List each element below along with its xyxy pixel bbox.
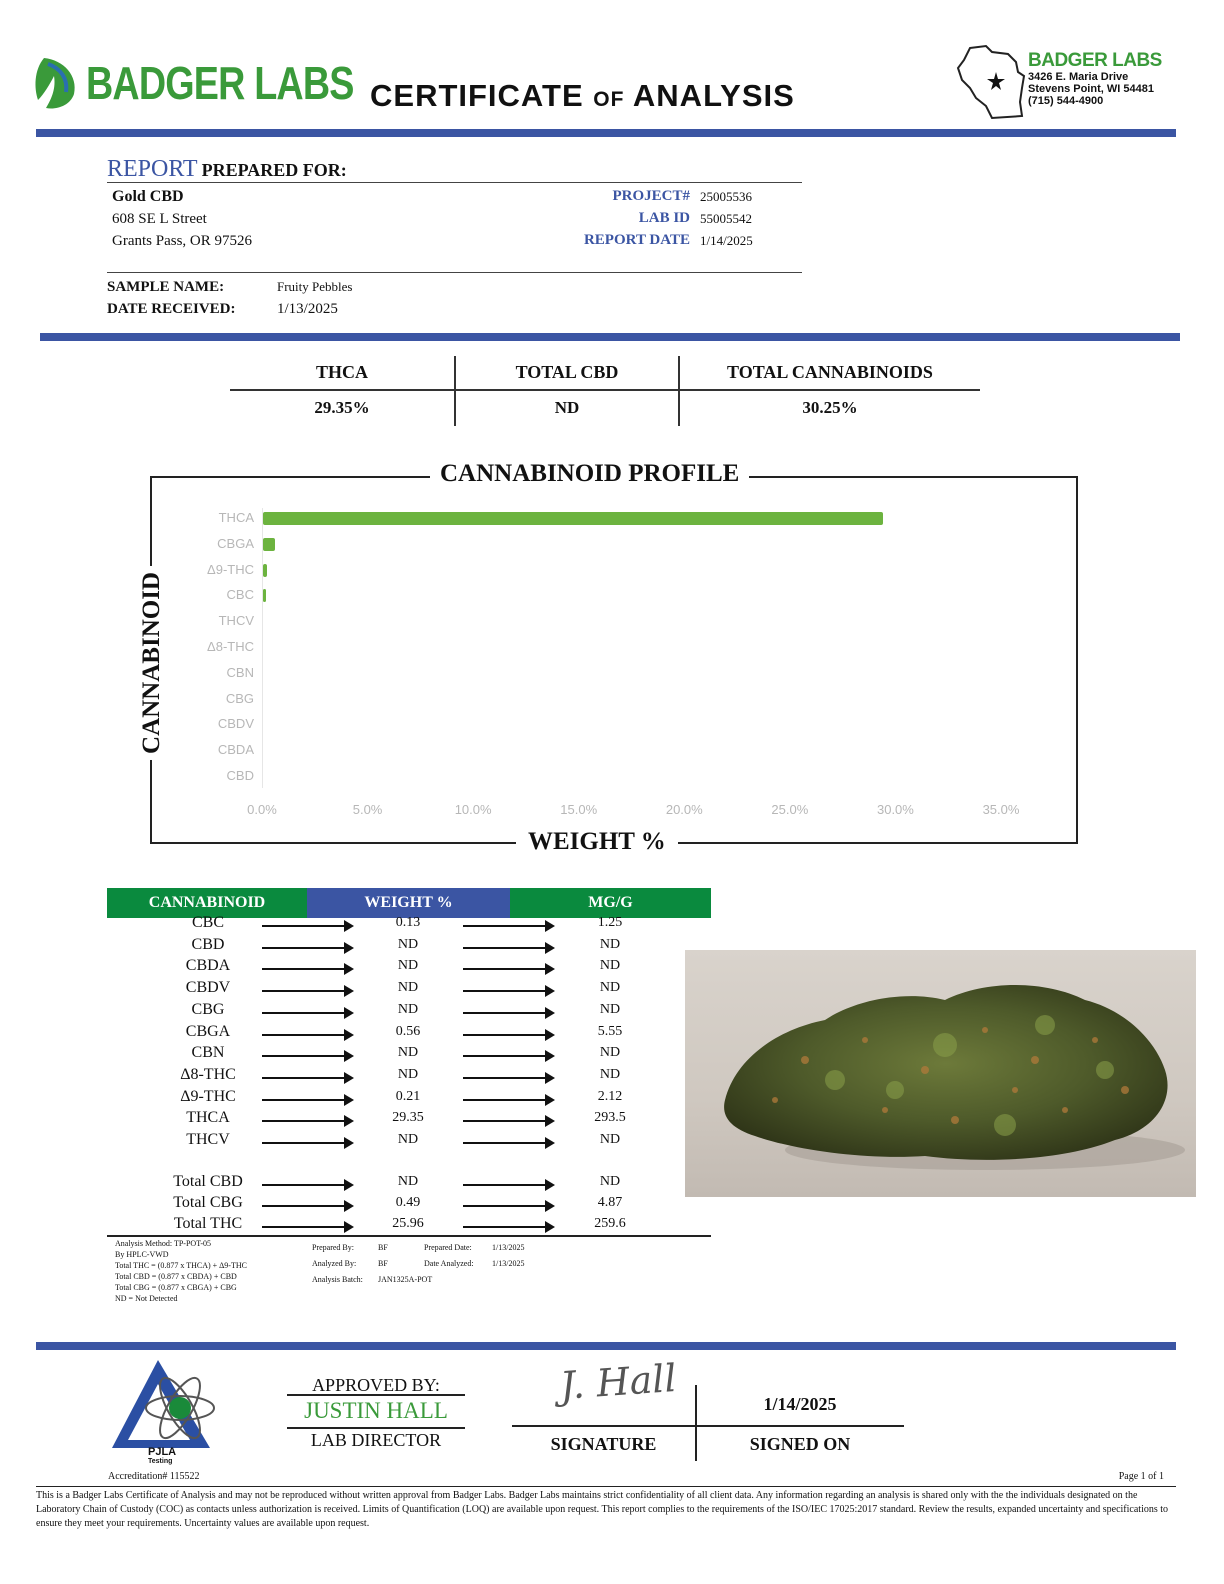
table-row-cannabinoid: CBGA [185,1022,231,1040]
chart-category-label: CBD [226,768,254,783]
row-arrow [262,990,352,992]
chart-category-label: Δ9-THC [207,561,254,577]
table-row-cannabinoid: CBDA [185,957,231,975]
method-line: ND = Not Detected [115,1294,178,1303]
cannabis-bud-image [685,950,1196,1197]
table-row-cannabinoid: Total THC [173,1215,243,1233]
table-row-cannabinoid: Δ8-THC [180,1065,236,1083]
project-value: 25005536 [700,189,752,204]
lab-id-label: LAB ID [638,210,690,226]
table-row-mgg: 259.6 [594,1216,626,1232]
table-row-mgg: ND [599,1001,621,1017]
leaf-logo-icon [34,54,80,112]
summary-value-total-cannabinoids: 30.25% [802,398,858,417]
table-row-mgg: ND [599,980,621,996]
table-header-weight: WEIGHT % [307,888,510,918]
table-row-weight: 25.96 [392,1216,424,1232]
summary-label-total-cbd: TOTAL CBD [515,362,619,382]
table-row-mgg: 4.87 [597,1195,623,1211]
row-arrow [463,1012,553,1014]
client-street: 608 SE L Street [112,211,207,227]
table-row-weight: ND [397,980,419,996]
summary-value-total-cbd: ND [554,398,580,417]
method-line: By HPLC-VWD [115,1250,169,1259]
table-row-cannabinoid: CBDV [185,979,231,997]
table-row-weight: ND [397,958,419,974]
title-word-of: OF [593,88,625,111]
table-row-cannabinoid: CBC [191,914,224,931]
report-meta-labels [540,185,690,251]
table-row-cannabinoid: CBD [191,935,225,953]
brand-logo [34,52,354,114]
method-line: Total THC = (0.877 x THCA) + Δ9-THC [115,1261,247,1270]
project-label: PROJECT# [612,188,690,204]
accreditation-number: Accreditation# 115522 [108,1471,200,1482]
date-analyzed-label: Date Analyzed: [424,1259,474,1268]
table-row-cannabinoid: Total CBD [173,1173,243,1190]
chart-xlabel: WEIGHT % [516,828,678,856]
disclaimer-text: This is a Badger Labs Certificate of Analysis and may not be reproduced without written approval from Badger Labs. Badger Labs maintains strict confidentiality of all client data. Any information regarding an analysis is shared only with the the individuals designated on the Laboratory Chain of Custody (COC) as contacts unless authorization is received. Limits of Quantification (LOQ) are available upon request. This report complies to the requirements of the ISO/IEC 17025:2017 standard. Review the results, expanded uncertainty and specifications to ensure they meet your requirements. Uncertainty values are available upon request. [36,1490,1169,1529]
report-meta-values [700,186,753,252]
row-arrow [262,1226,352,1228]
table-row-mgg: ND [599,936,621,952]
chart-title: CANNABINOID PROFILE [430,460,749,488]
title-word-analysis: ANALYSIS [632,78,795,113]
table-row-weight: 0.56 [395,1023,421,1039]
summary-rule [230,389,980,391]
table-row-cannabinoid: THCV [186,1131,230,1148]
row-arrow [262,925,352,927]
signature-label: SIGNATURE [550,1434,657,1454]
chart-category-label: Δ8-THC [207,639,254,654]
row-arrow [463,1099,553,1101]
table-header-cannabinoid: CANNABINOID [107,888,307,918]
table-row-cannabinoid: Δ9-THC [180,1087,236,1105]
row-arrow [463,1077,553,1079]
row-arrow [262,1055,352,1057]
row-arrow [262,1012,352,1014]
date-received-value: 1/13/2025 [277,301,338,317]
approved-rule-bottom [287,1427,465,1429]
table-row-weight: 0.49 [395,1195,421,1211]
table-row-mgg: 5.55 [597,1023,623,1039]
table-row-weight: ND [397,1066,419,1082]
summary-label-thca: THCA [315,362,368,382]
lab-id-value: 55005542 [700,211,752,226]
section-divider [40,333,1180,341]
table-row-mgg: ND [599,1066,621,1082]
analysis-batch-label: Analysis Batch: [312,1275,363,1284]
disclaimer-rule [36,1486,1176,1487]
chart-x-tick-label: 0.0% [247,802,277,817]
table-header-mgg: MG/G [510,888,711,918]
chart-x-tick-label: 25.0% [771,802,809,817]
chart-x-tick-label: 35.0% [982,802,1020,817]
report-date-value: 1/14/2025 [700,233,753,248]
page-info: Page 1 of 1 [1118,1471,1164,1482]
date-received-label: DATE RECEIVED: [107,301,236,317]
date-analyzed-value: 1/13/2025 [492,1259,525,1268]
table-row-weight: 0.13 [395,915,421,930]
logo-wordmark: BADGER LABS [86,57,354,109]
prepared-by-value: BF [378,1243,388,1252]
row-arrow [262,1205,352,1207]
lab-phone: (715) 544-4900 [1028,95,1104,107]
row-arrow [463,1034,553,1036]
row-arrow [262,1099,352,1101]
row-arrow [463,1120,553,1122]
analyst-info [312,1240,552,1288]
row-arrow [463,1142,553,1144]
pjla-text: PJLA [148,1446,177,1458]
lab-name: BADGER LABS [1028,50,1162,71]
chart-category-label: THCA [218,510,254,525]
method-line: Analysis Method: TP-POT-05 [115,1239,212,1248]
chart-x-tick-label: 20.0% [665,802,703,817]
report-rule-top [107,182,802,183]
document-title [370,78,795,114]
chart-category-label: CBC [226,587,254,603]
analysis-batch-value: JAN1325A-POT [378,1275,433,1284]
prepared-date-label: Prepared Date: [424,1243,472,1252]
prepared-for-label: PREPARED FOR: [201,160,347,180]
table-row-mgg: 2.12 [597,1088,623,1104]
client-block [112,186,252,252]
table-row-mgg: ND [599,958,621,974]
signature-line [512,1425,904,1427]
row-arrow [262,1120,352,1122]
row-arrow [262,947,352,949]
footer-divider [36,1342,1176,1350]
analyzed-by-label: Analyzed By: [312,1259,357,1268]
row-arrow [463,990,553,992]
table-row-weight: ND [397,936,419,952]
signature-mark: J. Hall [558,1355,678,1409]
title-word-certificate: CERTIFICATE [370,78,584,113]
approved-by-label: APPROVED BY: [312,1375,440,1395]
row-arrow [262,1184,352,1186]
summary-value-thca: 29.35% [314,398,370,417]
sample-name-label: SAMPLE NAME: [107,279,225,295]
chart-ylabel: CANNABINOID [138,566,166,760]
chart-category-label: CBGA [217,535,254,551]
table-row-cannabinoid: CBG [191,1000,225,1018]
table-row-mgg: ND [599,1132,621,1147]
row-arrow [463,1055,553,1057]
wisconsin-map-icon [952,42,1032,122]
chart-x-tick-label: 5.0% [352,802,383,817]
pjla-accreditation-logo [108,1356,224,1466]
lab-city: Stevens Point, WI 54481 [1028,83,1154,95]
row-arrow [463,925,553,927]
chart-x-tick-label: 30.0% [876,802,914,817]
table-row-cannabinoid: THCA [186,1109,230,1127]
table-row-weight: 29.35 [392,1110,424,1126]
sample-photo [685,950,1196,1197]
signed-on-value: 1/14/2025 [763,1394,837,1414]
row-arrow [262,1142,352,1144]
chart-x-tick-label: 15.0% [560,802,598,817]
method-line: Total CBD = (0.877 x CBDA) + CBD [115,1272,237,1281]
lab-address-block [1028,50,1218,107]
table-row-cannabinoid: Total CBG [173,1194,243,1212]
report-date-label: REPORT DATE [583,232,690,248]
row-arrow [463,947,553,949]
row-arrow [463,1205,553,1207]
prepared-date-value: 1/13/2025 [492,1243,525,1252]
table-row-weight: ND [397,1174,419,1189]
table-row-mgg: 293.5 [594,1110,626,1126]
table-row-weight: 0.21 [395,1088,421,1104]
row-arrow [262,1077,352,1079]
header-divider [36,129,1176,137]
table-row-weight: ND [397,1045,419,1061]
lab-street: 3426 E. Maria Drive [1028,71,1129,83]
table-row-mgg: ND [599,1045,621,1061]
client-city: Grants Pass, OR 97526 [112,233,253,249]
chart-category-label: THCV [218,613,254,629]
row-arrow [262,968,352,970]
row-arrow [463,1226,553,1228]
method-line: Total CBG = (0.877 x CBGA) + CBG [115,1283,237,1292]
sample-name-value: Fruity Pebbles [277,279,353,294]
row-arrow [262,1034,352,1036]
sample-block [107,276,352,320]
report-label: REPORT [107,156,198,182]
chart-category-label: CBDV [217,716,254,732]
chart-category-label: CBDA [217,742,254,758]
method-notes [115,1238,305,1304]
report-rule-bottom [107,272,802,273]
signature-divider [695,1385,697,1461]
cannabinoid-profile-chart [150,476,1078,844]
table-row-cannabinoid: CBN [191,1044,225,1062]
client-name: Gold CBD [112,188,184,205]
summary-label-total-cannabinoids: TOTAL CANNABINOIDS [727,362,933,382]
table-row-mgg: ND [599,1174,621,1189]
table-row-mgg: 1.25 [597,915,623,930]
row-arrow [463,1184,553,1186]
approver-name: JUSTIN HALL [304,1398,448,1423]
report-prepared-heading [107,156,347,183]
pjla-atom-icon [108,1356,224,1452]
analyzed-by-value: BF [378,1259,388,1268]
table-row-weight: ND [397,1132,419,1147]
signed-on-label: SIGNED ON [749,1434,851,1454]
table-row-weight: ND [397,1001,419,1017]
chart-category-label: CBG [225,690,254,706]
row-arrow [463,968,553,970]
table-bottom-rule [107,1235,711,1237]
chart-category-label: CBN [226,664,254,680]
prepared-by-label: Prepared By: [312,1243,354,1252]
summary-table [230,356,980,426]
chart-x-tick-label: 10.0% [454,802,492,817]
pjla-subtext: Testing [148,1458,173,1465]
approver-title: LAB DIRECTOR [310,1430,442,1450]
